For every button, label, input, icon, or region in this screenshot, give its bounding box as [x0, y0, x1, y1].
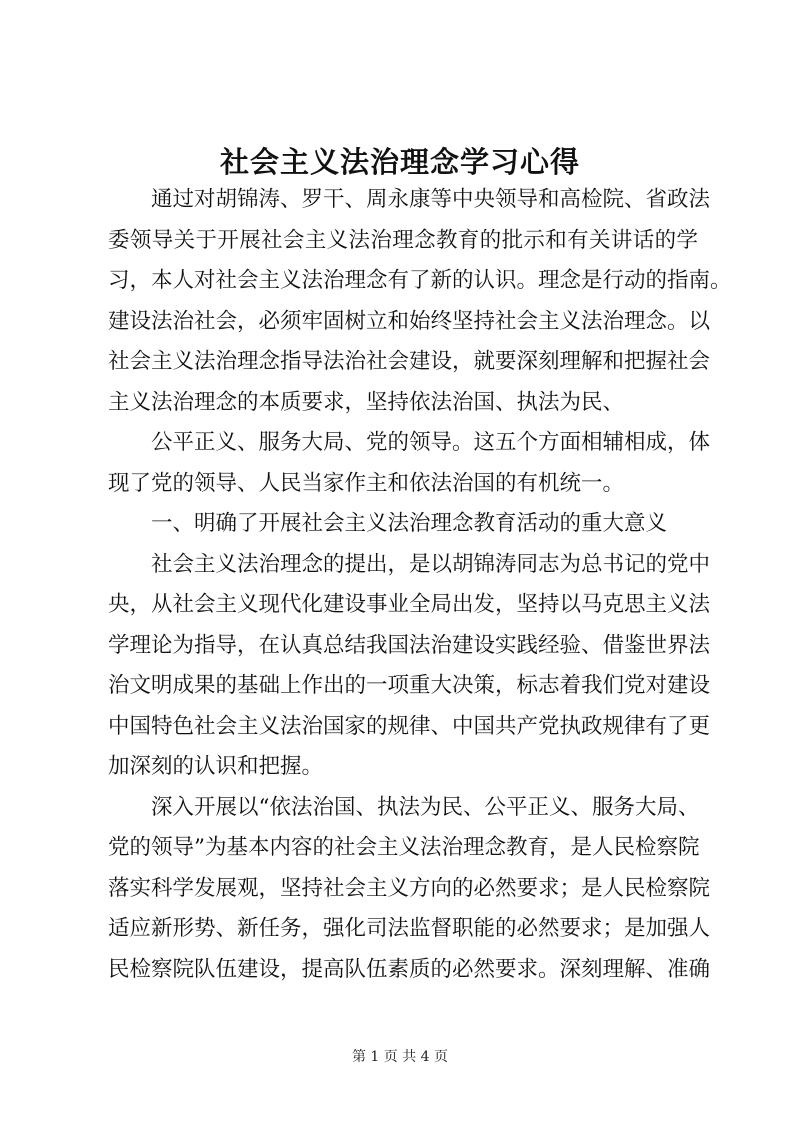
page-title: 社会主义法治理念学习心得 [219, 145, 580, 179]
text-line: 社会主义法治理念的提出，是以胡锦涛同志为总书记的党中 [151, 551, 711, 577]
text-line: 央，从社会主义现代化建设事业全局出发，坚持以马克思主义法 [108, 592, 711, 617]
section-heading: 一、明确了开展社会主义法治理念教育活动的重大意义 [151, 511, 668, 536]
text-line: 民检察院队伍建设，提高队伍素质的必然要求。深刻理解、准确 [108, 956, 711, 982]
text-line: 中国特色社会主义法治国家的规律、中国共产党执政规律有了更 [108, 713, 711, 739]
text-line: 党的领导”为基本内容的社会主义法治理念教育，是人民检察院 [108, 835, 700, 860]
text-line: 治文明成果的基础上作出的一项重大决策，标志着我们党对建设 [108, 673, 711, 698]
text-line: 落实科学发展观，坚持社会主义方向的必然要求；是人民检察院 [108, 875, 711, 901]
text-line: 习，本人对社会主义法治理念有了新的认识。理念是行动的指南。 [108, 268, 732, 293]
text-line: 公平正义、服务大局、党的领导。这五个方面相辅相成，体 [151, 430, 711, 455]
text-line: 委领导关于开展社会主义法治理念教育的批示和有关讲话的学 [108, 227, 698, 253]
document-body [108, 180, 732, 990]
text-line: 适应新形势、新任务，强化司法监督职能的必然要求；是加强人 [108, 916, 711, 941]
text-line: 学理论为指导，在认真总结我国法治建设实践经验、借鉴世界法 [108, 632, 711, 658]
text-line: 主义法治理念的本质要求，坚持依法治国、执法为民、 [108, 389, 625, 415]
text-line: 社会主义法治理念指导法治社会建设，就要深刻理解和把握社会 [108, 349, 711, 374]
text-line: 建设法治社会，必须牢固树立和始终坚持社会主义法治理念。以 [108, 308, 711, 334]
text-line: 现了党的领导、人民当家作主和依法治国的有机统一。 [108, 470, 625, 496]
text-line: 深入开展以“依法治国、执法为民、公平正义、服务大局、 [151, 794, 700, 820]
page-footer: 第 1 页 共 4 页 [351, 1049, 449, 1065]
text-line: 通过对胡锦涛、罗干、周永康等中央领导和高检院、省政法 [151, 187, 711, 212]
text-line: 加深刻的认识和把握。 [108, 754, 324, 779]
